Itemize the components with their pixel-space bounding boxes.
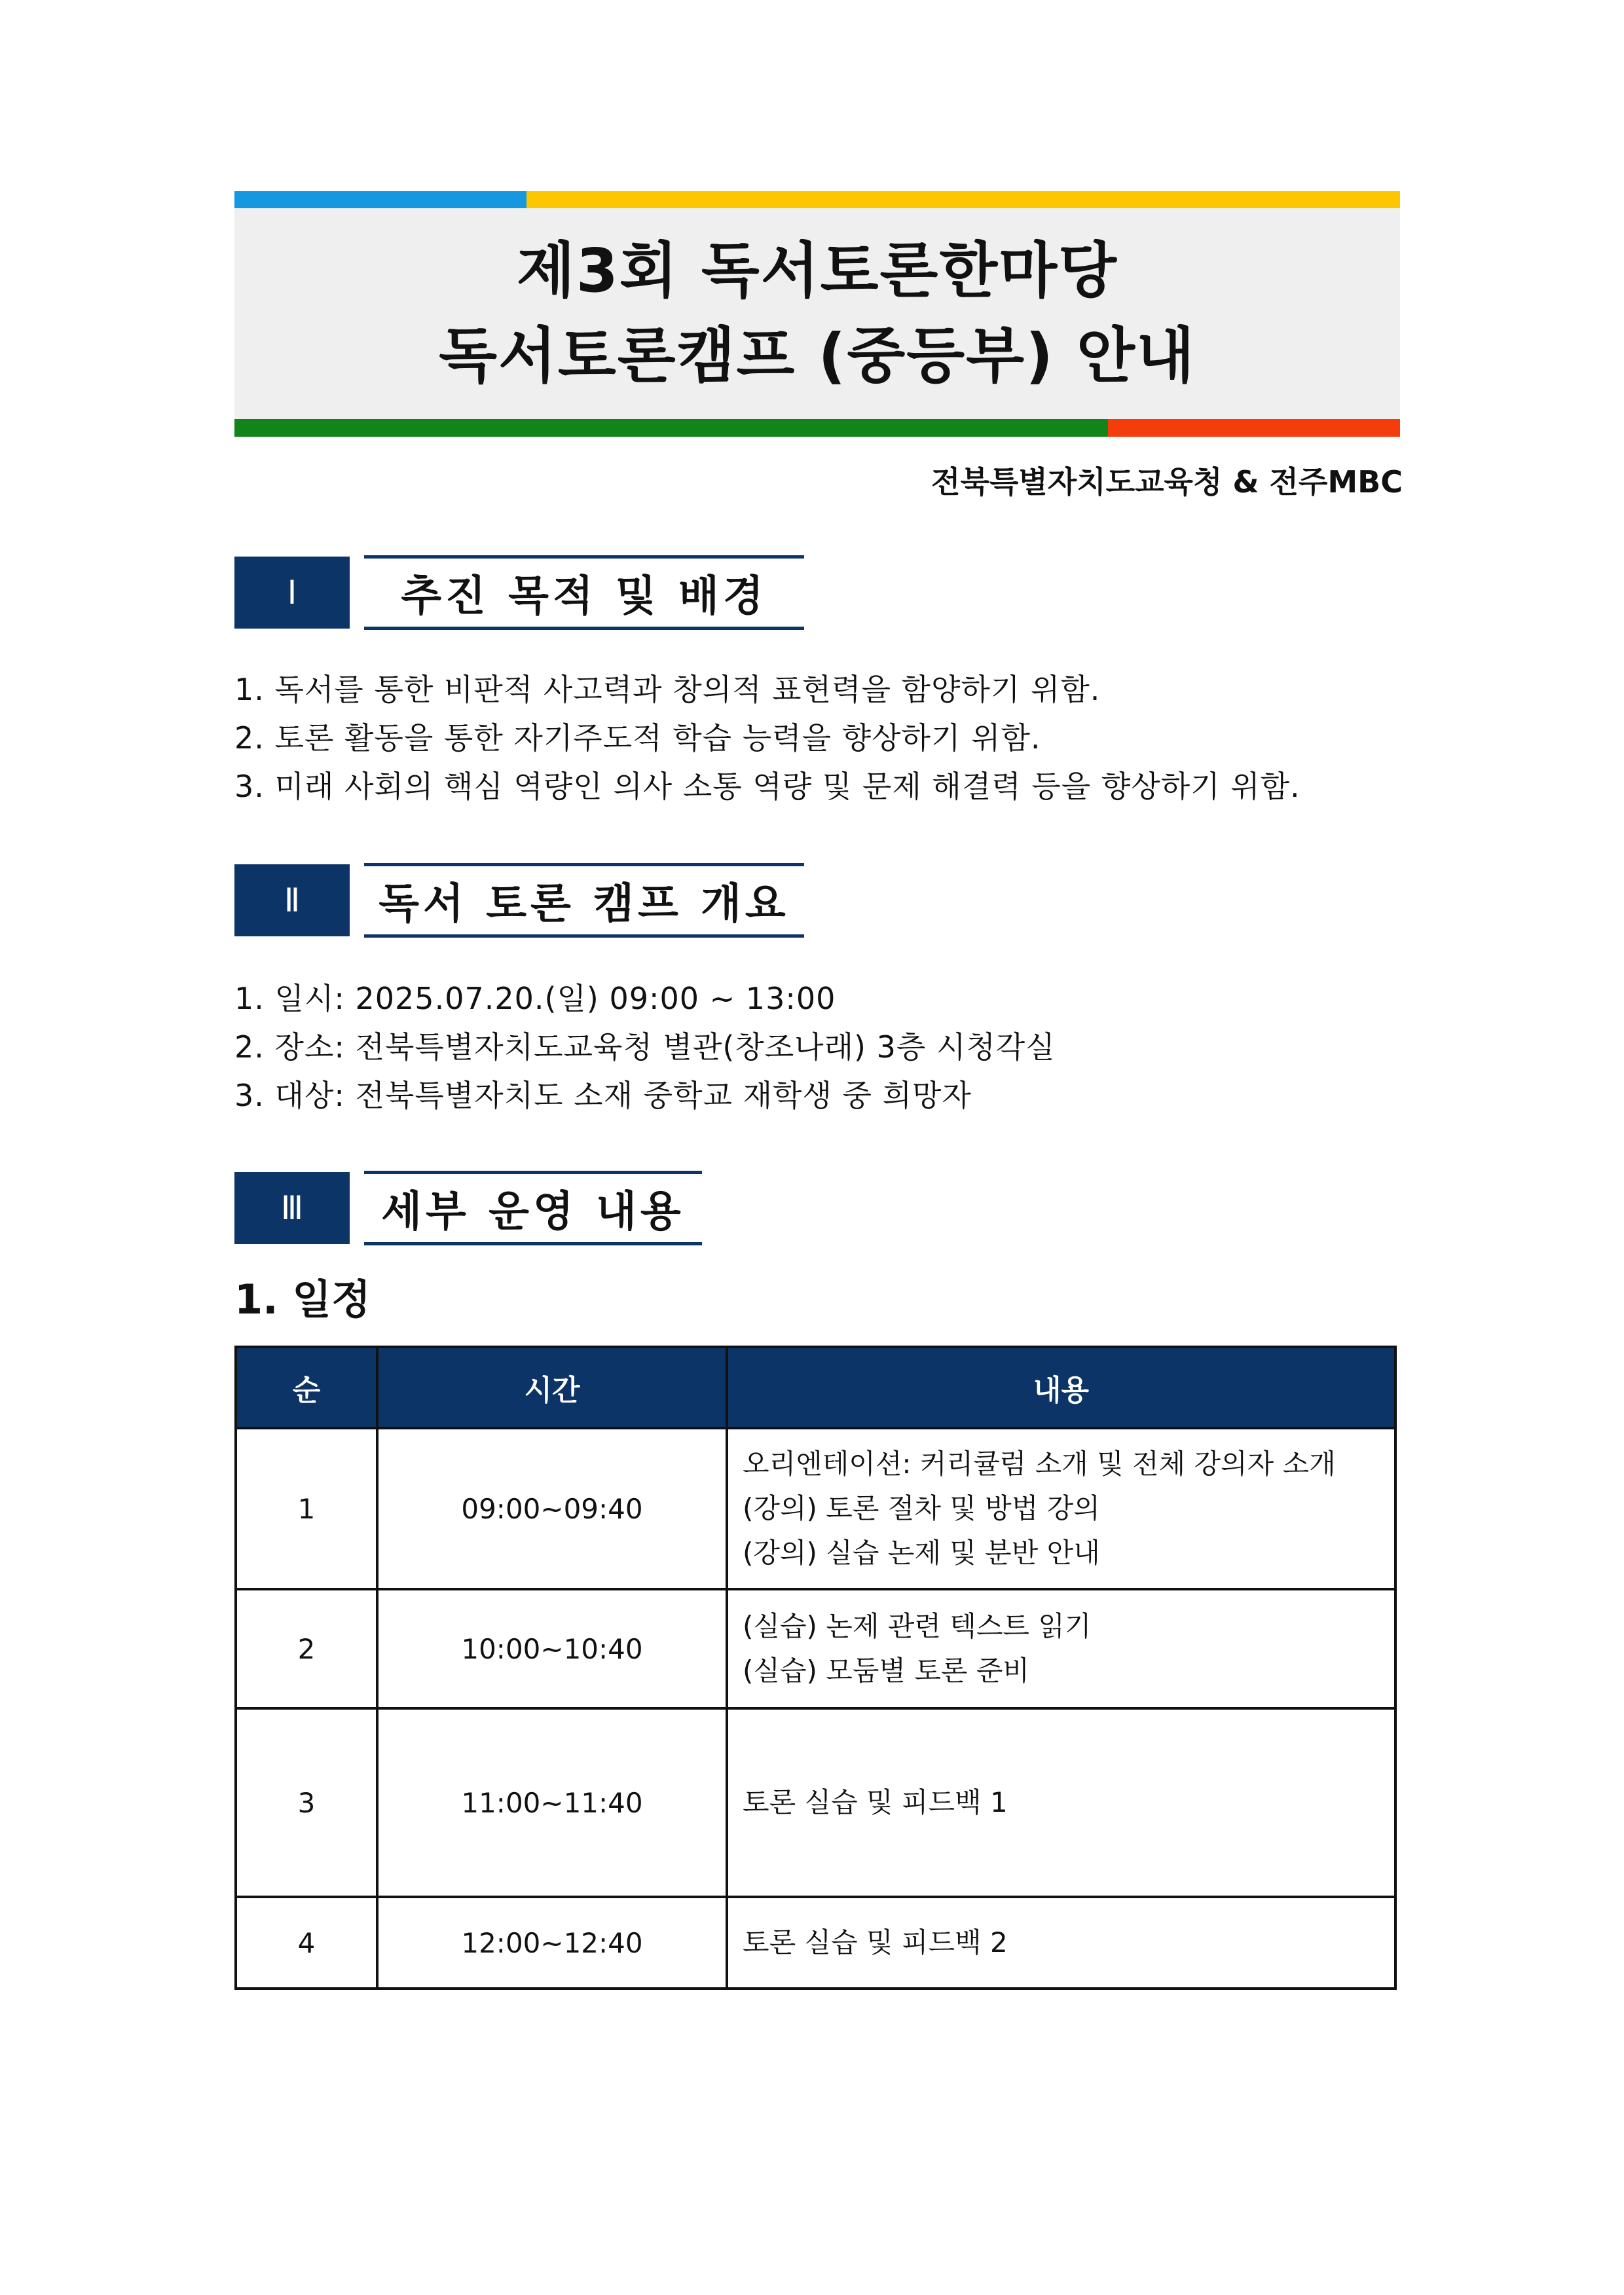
- title-box: [234, 208, 1400, 419]
- content-line: (강의) 토론 절차 및 방법 강의: [743, 1492, 1100, 1524]
- row-content: [727, 1708, 1395, 1897]
- section-1-title: 추진 목적 및 배경: [364, 555, 804, 630]
- row-no: 4: [236, 1897, 377, 1989]
- list-item: 3. 대상: 전북특별자치도 소재 중학교 재학생 중 희망자: [234, 1078, 972, 1113]
- header-content: 내용: [727, 1347, 1395, 1428]
- title-top-bar-right: [526, 191, 1400, 209]
- section-1-list: [234, 665, 1301, 811]
- section-2-title: 독서 토론 캠프 개요: [364, 863, 804, 938]
- section-2-list: [234, 974, 1056, 1120]
- organizer: 전북특별자치도교육청 & 전주MBC: [931, 464, 1403, 500]
- row-time: 11:00~11:40: [377, 1708, 727, 1897]
- table-header-row: [236, 1347, 1395, 1428]
- title-bottom-bar-left: [234, 419, 1108, 437]
- page-title-line2: 독서토론캠프 (중등부) 안내: [439, 321, 1196, 391]
- title-bottom-bar-right: [1108, 419, 1400, 437]
- table-row: [236, 1589, 1395, 1708]
- row-no: 3: [236, 1708, 377, 1897]
- header-time: 시간: [377, 1347, 727, 1428]
- section-3-number: Ⅲ: [234, 1172, 350, 1244]
- list-item: 3. 미래 사회의 핵심 역량인 의사 소통 역량 및 문제 해결력 등을 향상하기 위함.: [234, 769, 1301, 804]
- table-row: [236, 1897, 1395, 1989]
- content-line: (실습) 논제 관련 텍스트 읽기: [743, 1610, 1092, 1642]
- content-line: (실습) 모둠별 토론 준비: [743, 1655, 1029, 1687]
- content-line: 오리엔테이션: 커리큘럼 소개 및 전체 강의자 소개: [743, 1448, 1336, 1480]
- table-row: [236, 1708, 1395, 1897]
- row-content: [727, 1897, 1395, 1989]
- row-time: 12:00~12:40: [377, 1897, 727, 1989]
- row-content: [727, 1589, 1395, 1708]
- table-row: [236, 1428, 1395, 1589]
- row-content: [727, 1428, 1395, 1589]
- schedule-table: [234, 1346, 1397, 1990]
- section-1-number: Ⅰ: [234, 557, 350, 629]
- row-no: 2: [236, 1589, 377, 1708]
- row-no: 1: [236, 1428, 377, 1589]
- section-3-title: 세부 운영 내용: [364, 1171, 702, 1245]
- row-time: 09:00~09:40: [377, 1428, 727, 1589]
- list-item: 2. 장소: 전북특별자치도교육청 별관(창조나래) 3층 시청각실: [234, 1029, 1056, 1065]
- header-no: 순: [236, 1347, 377, 1428]
- content-line: 토론 실습 및 피드백 2: [743, 1926, 1008, 1958]
- list-item: 1. 일시: 2025.07.20.(일) 09:00 ~ 13:00: [234, 981, 836, 1016]
- list-item: 2. 토론 활동을 통한 자기주도적 학습 능력을 향상하기 위함.: [234, 720, 1041, 756]
- content-line: 토론 실습 및 피드백 1: [743, 1786, 1008, 1818]
- schedule-heading: 1. 일정: [234, 1276, 371, 1323]
- title-top-bar-left: [234, 191, 526, 209]
- row-time: 10:00~10:40: [377, 1589, 727, 1708]
- page-title-line1: 제3회 독서토론한마당: [517, 236, 1118, 306]
- content-line: (강의) 실습 논제 및 분반 안내: [743, 1537, 1100, 1569]
- list-item: 1. 독서를 통한 비판적 사고력과 창의적 표현력을 함양하기 위함.: [234, 672, 1101, 707]
- section-2-number: Ⅱ: [234, 864, 350, 936]
